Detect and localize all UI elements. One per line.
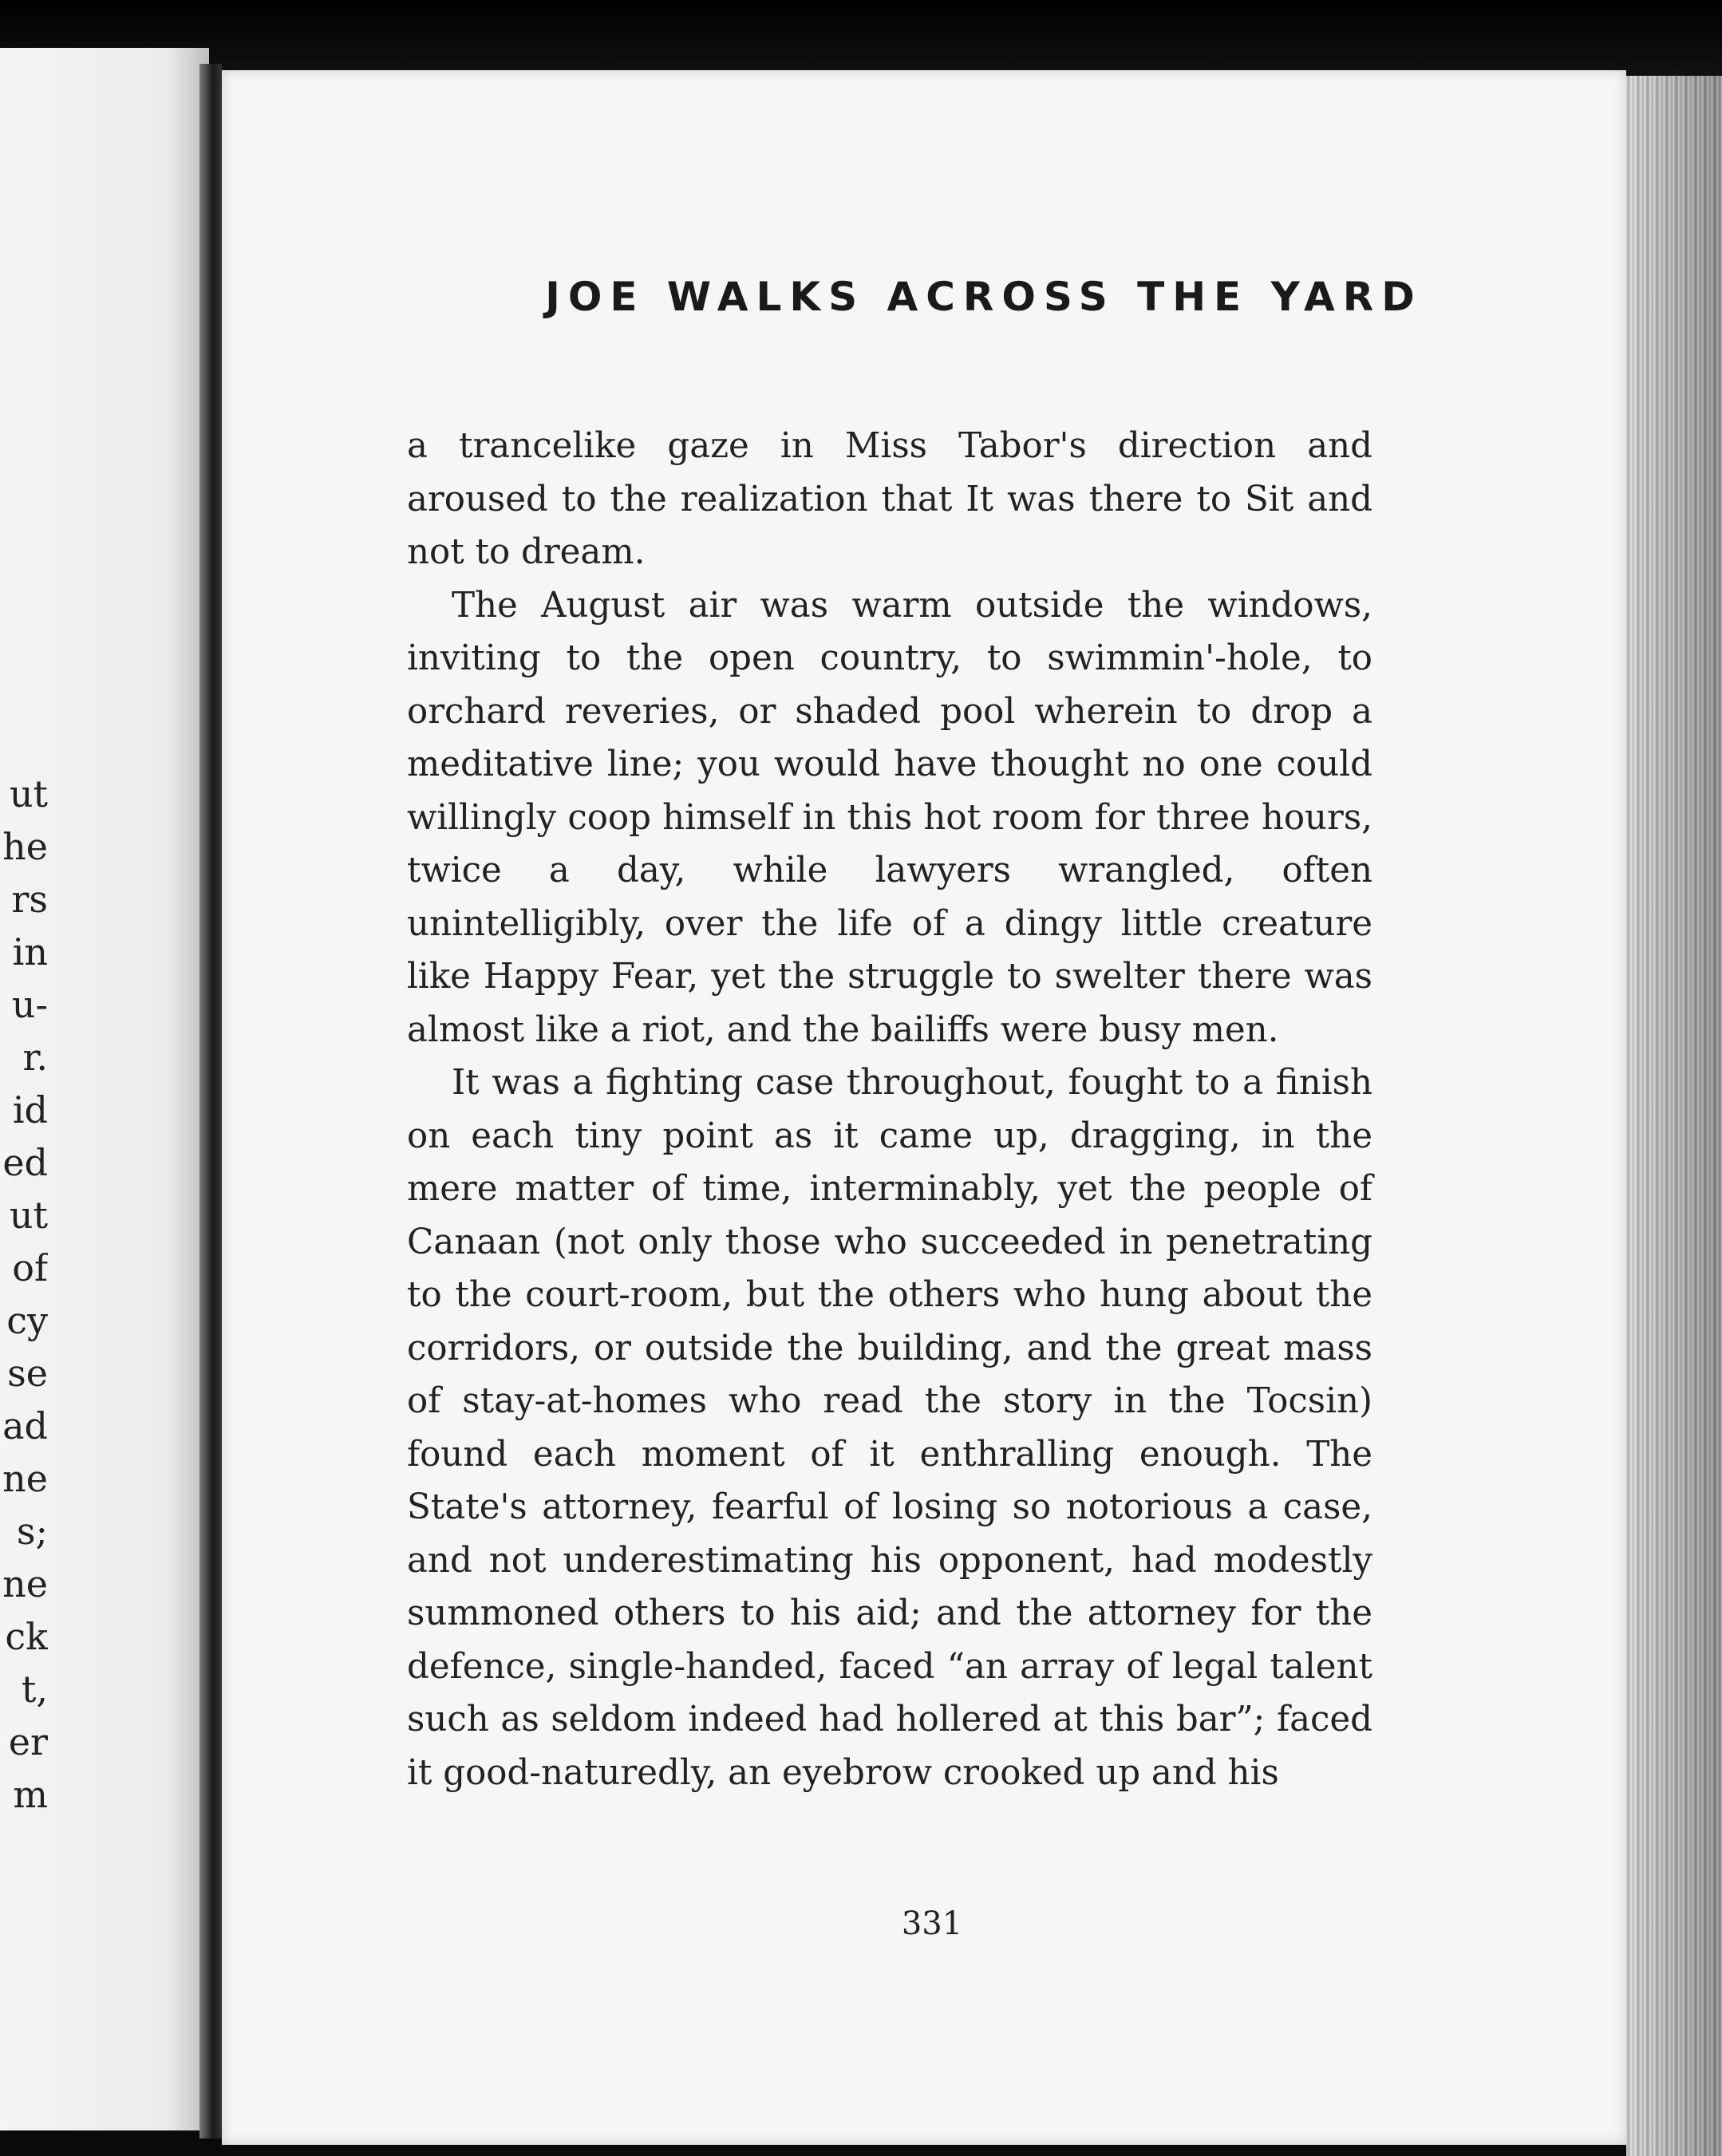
book-page: [222, 70, 1626, 2145]
left-page-fragment: he: [2, 825, 48, 868]
paragraph: The August air was warm outside the windows, inviting to the open country, to swimmin'-hole, to orchard reveries, or shaded pool wherein to drop a meditative line; you would have thought no one could willingly coop himself in this hot room for three hours, twice a day, while lawyers wrangled, often unintelligibly, over the life of a dingy little creature like Happy Fear, yet the struggle to swelter there was almost like a riot, and the bailiffs were busy men.: [407, 585, 1372, 1050]
page-edge-stack: [1626, 76, 1722, 2156]
left-page-fragment: rs: [11, 878, 48, 921]
running-head: JOE WALKS ACROSS THE YARD: [545, 274, 1423, 320]
left-page-fragment: s;: [16, 1510, 48, 1553]
left-page-fragment: ut: [9, 1194, 48, 1237]
page-body: [407, 420, 1372, 1799]
left-page-fragment: id: [12, 1088, 48, 1131]
left-page-fragment: u-: [11, 983, 48, 1026]
left-page-fragment: ut: [9, 772, 48, 815]
left-page-fragment: er: [8, 1720, 48, 1763]
left-page-fragment: ck: [5, 1615, 48, 1658]
left-page-fragment: ne: [2, 1457, 48, 1500]
left-page-fragment: ne: [2, 1562, 48, 1605]
paragraph: It was a fighting case throughout, fought to a finish on each tiny point as it came up, dragging, in the mere matter of time, interminably, yet the people of Canaan (not only those who succeeded in penetrating to the court-room, but the others who hung about the corridors, or outside the building, and the great mass of stay-at-homes who read the story in the Tocsin) found each moment of it enthralling enough. The State's attorney, fearful of losing so notorious a case, and not underestimating his opponent, had modestly summoned others to his aid; and the attorney for the defence, single-handed, faced “an array of legal talent such as seldom indeed had hollered at this bar”; faced it good-naturedly, an eyebrow crooked up and his: [407, 1063, 1372, 1793]
page-number: 331: [901, 1905, 963, 1942]
left-page-fragment: ad: [2, 1404, 48, 1447]
left-page-fragment: in: [12, 930, 48, 973]
facing-page-left: [0, 48, 209, 2130]
paragraph: a trancelike gaze in Miss Tabor's direction and aroused to the realization that It was there to Sit and not to dream.: [407, 426, 1372, 572]
scan-top-border: [0, 0, 1722, 76]
book-gutter: [199, 64, 222, 2138]
left-page-fragment: r.: [22, 1036, 48, 1079]
left-page-fragment: cy: [6, 1299, 48, 1342]
left-page-fragment: t,: [21, 1668, 48, 1711]
left-page-fragment: of: [12, 1246, 48, 1289]
left-page-fragment: m: [13, 1773, 48, 1816]
left-page-fragment: se: [7, 1352, 48, 1395]
left-page-fragment: ed: [2, 1141, 48, 1184]
